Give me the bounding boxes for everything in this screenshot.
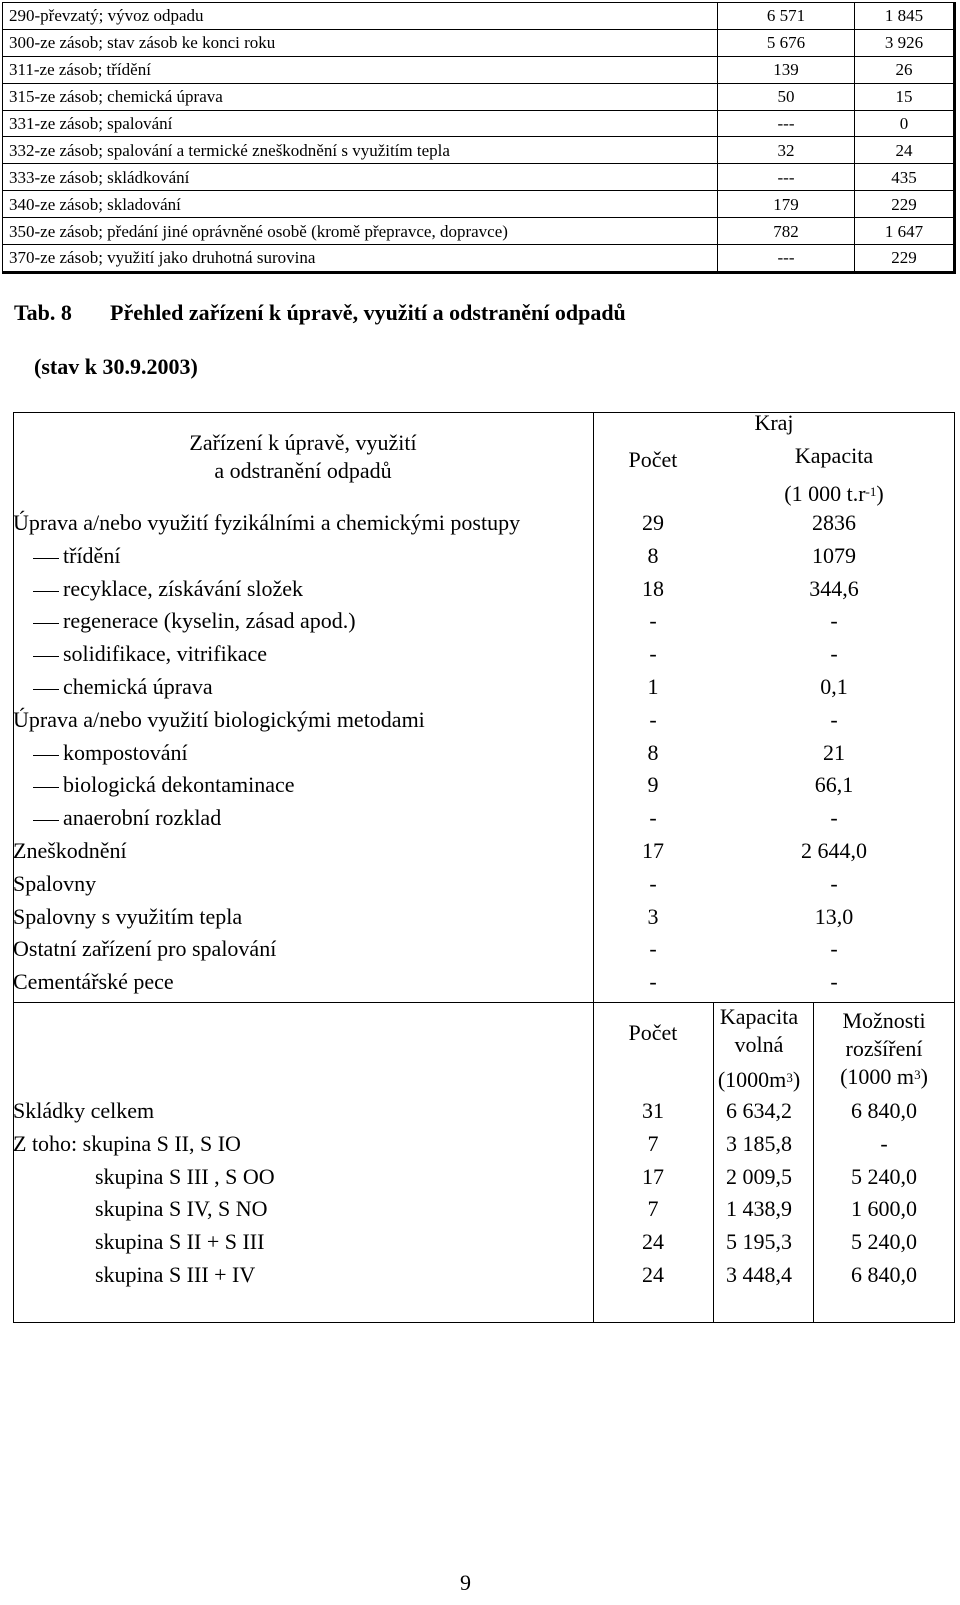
capacity-value: 21 (823, 739, 845, 765)
capacity-value: 2836 (812, 510, 856, 535)
count-value: 24 (642, 1229, 664, 1255)
value-1: 139 (718, 56, 855, 83)
capacity-value: - (830, 805, 838, 831)
count-value: - (649, 870, 657, 896)
header2-free-capacity-unit: $(1000m^3)$ (717, 1067, 801, 1092)
page-number: 9 (460, 1570, 471, 1595)
value-2: 0 (855, 110, 955, 137)
row-label: skupina S III , S OO (95, 1163, 275, 1189)
header-count: Počet (628, 447, 678, 472)
row-label: skupina S IV, S NO (95, 1196, 268, 1222)
free-capacity-value: 1 438,9 (726, 1196, 792, 1222)
grid-line (593, 412, 594, 1002)
count-value: - (649, 805, 657, 831)
row-label: 315-ze zásob; chemická úprava (3, 83, 718, 110)
table-title: Přehled zařízení k úpravě, využití a odstranění odpadů (110, 300, 626, 325)
table-row (3, 83, 955, 110)
grid-line (713, 1002, 714, 1323)
value-2: 435 (855, 164, 955, 191)
row-label: 333-ze zásob; skládkování (3, 164, 718, 191)
count-value: 18 (642, 575, 664, 601)
value-1: 6 571 (718, 3, 855, 30)
row-label: regenerace (kyselin, zásad apod.) (63, 608, 356, 634)
header-capacity-unit: (1 000 $t.r^{-1}$) (784, 481, 884, 506)
table-row (3, 137, 955, 164)
row-label: Skládky celkem (13, 1098, 155, 1123)
grid-line (813, 1002, 814, 1323)
expansion-value: 6 840,0 (851, 1262, 917, 1287)
capacity-value: - (830, 706, 838, 732)
expansion-value: - (880, 1130, 888, 1156)
value-1: 32 (718, 137, 855, 164)
row-label: skupina S III + IV (95, 1262, 256, 1287)
row-label: recyklace, získávání složek (63, 575, 304, 601)
row-label: 331-ze zásob; spalování (3, 110, 718, 137)
dash-bullet (33, 656, 59, 657)
header2-free-capacity-line2: volná (734, 1032, 784, 1057)
value-2: 229 (855, 191, 955, 218)
row-label: solidifikace, vitrifikace (63, 641, 268, 667)
value-2: 1 647 (855, 218, 955, 245)
waste-flow-table (2, 2, 956, 274)
count-value: 24 (642, 1262, 664, 1287)
dash-bullet (33, 558, 59, 559)
row-label: Ostatní zařízení pro spalování (13, 936, 277, 962)
count-value: 8 (647, 739, 659, 765)
free-capacity-value: 3 185,8 (726, 1130, 792, 1156)
value-1: 782 (718, 218, 855, 245)
value-1: 5 676 (718, 29, 855, 56)
count-value: 1 (647, 674, 659, 699)
header-facility-line1: Zařízení k úpravě, využití (189, 430, 417, 455)
capacity-value: 66,1 (814, 772, 854, 798)
header-facility-line2: a odstranění odpadů (214, 458, 392, 483)
capacity-value: - (830, 608, 838, 634)
count-value: 17 (642, 838, 664, 863)
header2-free-capacity-line1: Kapacita (719, 1004, 799, 1029)
value-1: --- (718, 245, 855, 273)
count-value: - (649, 608, 657, 634)
value-2: 3 926 (855, 29, 955, 56)
row-label: Cementářské pece (13, 969, 174, 995)
row-label: 350-ze zásob; předání jiné oprávněné osobě (kromě přepravce, dopravce) (3, 218, 718, 245)
value-1: --- (718, 164, 855, 191)
row-label: Úprava a/nebo využití fyzikálními a chemickými postupy (13, 510, 521, 535)
row-label: biologická dekontaminace (63, 772, 295, 798)
count-value: 7 (647, 1130, 659, 1156)
expansion-value: 1 600,0 (851, 1196, 917, 1222)
capacity-value: - (830, 641, 838, 667)
row-label: anaerobní rozklad (63, 805, 222, 831)
dash-bullet (33, 623, 59, 624)
row-label: 290-převzatý; vývoz odpadu (3, 3, 718, 30)
free-capacity-value: 2 009,5 (726, 1163, 792, 1189)
table-subtitle: (stav k 30.9.2003) (34, 354, 198, 379)
table-row (3, 164, 955, 191)
header-capacity: Kapacita (794, 443, 874, 468)
count-value: 29 (642, 510, 664, 535)
expansion-value: 6 840,0 (851, 1098, 917, 1123)
count-value: 9 (647, 772, 659, 798)
free-capacity-value: 6 634,2 (726, 1098, 792, 1123)
grid-line (593, 1002, 594, 1323)
count-value: 17 (642, 1163, 664, 1189)
row-label: Úprava a/nebo využití biologickými metodami (13, 706, 425, 732)
capacity-value: 1079 (812, 542, 856, 568)
table-number: Tab. 8 (14, 300, 72, 325)
dash-bullet (33, 689, 59, 690)
row-label: chemická úprava (63, 674, 213, 699)
dash-bullet (33, 591, 59, 592)
count-value: - (649, 936, 657, 962)
table-row (3, 56, 955, 83)
dash-bullet (33, 820, 59, 821)
header2-expansion-line2: rozšíření (845, 1036, 923, 1061)
capacity-value: 2 644,0 (801, 838, 867, 863)
row-label: 311-ze zásob; třídění (3, 56, 718, 83)
capacity-value: 13,0 (814, 903, 854, 929)
free-capacity-value: 3 448,4 (726, 1262, 792, 1287)
value-1: --- (718, 110, 855, 137)
free-capacity-value: 5 195,3 (726, 1229, 792, 1255)
row-label: 370-ze zásob; využití jako druhotná surovina (3, 245, 718, 273)
dash-bullet (33, 755, 59, 756)
row-label: Spalovny (13, 870, 97, 896)
value-1: 50 (718, 83, 855, 110)
table-row (3, 191, 955, 218)
capacity-value: 344,6 (809, 575, 859, 601)
value-2: 15 (855, 83, 955, 110)
count-value: 31 (642, 1098, 664, 1123)
table-row (3, 245, 955, 273)
header2-expansion-line1: Možnosti (842, 1008, 926, 1033)
value-2: 24 (855, 137, 955, 164)
expansion-value: 5 240,0 (851, 1229, 917, 1255)
row-label: skupina S II + S III (95, 1229, 265, 1255)
capacity-value: 0,1 (820, 674, 848, 699)
table-row (3, 29, 955, 56)
capacity-value: - (830, 870, 838, 896)
count-value: - (649, 706, 657, 732)
count-value: - (649, 969, 657, 995)
header2-expansion-unit: (1000 $m^3$) (840, 1064, 928, 1089)
table-row (3, 110, 955, 137)
row-label: 340-ze zásob; skladování (3, 191, 718, 218)
row-label: třídění (63, 542, 121, 568)
facilities-table (13, 412, 955, 1323)
row-label: kompostování (63, 739, 188, 765)
table-row (3, 3, 955, 30)
capacity-value: - (830, 936, 838, 962)
header2-count: Počet (628, 1020, 678, 1045)
count-value: 8 (647, 542, 659, 568)
row-label: 300-ze zásob; stav zásob ke konci roku (3, 29, 718, 56)
count-value: 7 (647, 1196, 659, 1222)
count-value: 3 (647, 903, 659, 929)
row-label: Z toho: skupina S II, S IO (13, 1130, 241, 1156)
row-label: Zneškodnění (13, 838, 127, 863)
dash-bullet (33, 787, 59, 788)
row-label: Spalovny s využitím tepla (13, 903, 243, 929)
row-label: 332-ze zásob; spalování a termické zneškodnění s využitím tepla (3, 137, 718, 164)
table-row (3, 218, 955, 245)
value-1: 179 (718, 191, 855, 218)
value-2: 229 (855, 245, 955, 273)
header-region: Kraj (754, 410, 794, 435)
value-2: 1 845 (855, 3, 955, 30)
capacity-value: - (830, 969, 838, 995)
count-value: - (649, 641, 657, 667)
value-2: 26 (855, 56, 955, 83)
expansion-value: 5 240,0 (851, 1163, 917, 1189)
